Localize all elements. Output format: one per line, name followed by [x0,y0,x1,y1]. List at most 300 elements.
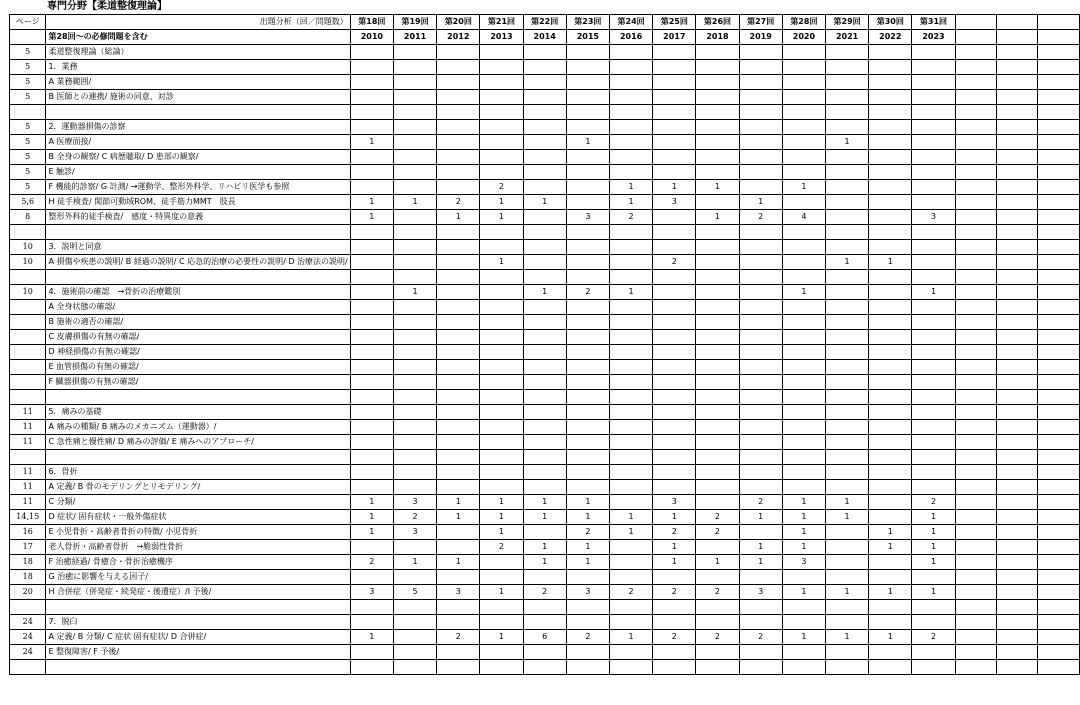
header-blank-cell [10,30,46,45]
count-cell [393,450,436,465]
count-cell [350,375,393,390]
count-cell: 2 [609,210,652,225]
count-cell [523,390,566,405]
count-cell [739,660,782,675]
count-cell [739,60,782,75]
count-cell [997,600,1038,615]
count-cell: 4 [782,210,825,225]
count-cell: 1 [696,180,739,195]
topic-cell: C 皮膚損傷の有無の確認/ [46,330,350,345]
page-cell [10,270,46,285]
count-cell [912,435,955,450]
page-cell [10,390,46,405]
count-cell: 2 [566,525,609,540]
count-cell: 1 [609,510,652,525]
count-cell [696,660,739,675]
count-cell [350,420,393,435]
count-cell [696,645,739,660]
count-cell [653,120,696,135]
count-cell [566,225,609,240]
count-cell [480,240,523,255]
page-column-header: ページ [10,15,46,30]
count-cell: 2 [609,585,652,600]
count-cell [523,105,566,120]
page-cell: 8 [10,210,46,225]
count-cell [782,450,825,465]
count-cell [653,570,696,585]
count-cell [869,225,912,240]
count-cell [523,270,566,285]
count-cell: 1 [480,495,523,510]
count-cell [437,435,480,450]
count-cell [955,150,996,165]
count-cell [1038,525,1080,540]
count-cell [997,570,1038,585]
count-cell [437,300,480,315]
required-questions-note: 第28回～の必修問題を含む [46,30,350,45]
topic-cell: B 医師との連携/ 施術の同意、対診 [46,90,350,105]
page-cell: 18 [10,555,46,570]
count-cell [955,360,996,375]
count-cell [609,240,652,255]
year-header: 2017 [653,30,696,45]
count-cell [1038,285,1080,300]
count-cell [350,225,393,240]
table-row [10,420,1080,435]
topic-cell: H 徒手検査/ 関節可動域ROM、徒手筋力MMT 肢長 [46,195,350,210]
count-cell [609,270,652,285]
count-cell [393,420,436,435]
topic-cell: B 施術の適否の確認/ [46,315,350,330]
count-cell [653,150,696,165]
count-cell [912,225,955,240]
count-cell [480,645,523,660]
count-cell [609,300,652,315]
count-cell: 2 [523,585,566,600]
count-cell [955,315,996,330]
count-cell [997,45,1038,60]
table-row [10,660,1080,675]
count-cell: 3 [912,210,955,225]
count-cell: 1 [782,540,825,555]
count-cell [825,390,868,405]
count-cell [480,330,523,345]
count-cell [739,180,782,195]
count-cell [955,420,996,435]
count-cell [1038,315,1080,330]
count-cell [955,390,996,405]
count-cell [696,150,739,165]
count-cell [609,225,652,240]
round-header: 第27回 [739,15,782,30]
count-cell [350,450,393,465]
count-cell [437,480,480,495]
count-cell [696,120,739,135]
count-cell [696,165,739,180]
count-cell: 1 [480,630,523,645]
topic-cell: G 治癒に影響を与える因子/ [46,570,350,585]
count-cell: 2 [653,585,696,600]
count-cell [955,615,996,630]
count-cell [912,150,955,165]
round-header: 第28回 [782,15,825,30]
count-cell [350,660,393,675]
count-cell [609,570,652,585]
year-header: 2015 [566,30,609,45]
count-cell: 1 [566,510,609,525]
count-cell [653,270,696,285]
count-cell: 2 [393,510,436,525]
count-cell [653,240,696,255]
round-header: 第31回 [912,15,955,30]
count-cell [437,330,480,345]
count-cell [566,360,609,375]
count-cell [566,270,609,285]
count-cell [653,660,696,675]
count-cell: 3 [566,210,609,225]
count-cell: 1 [869,255,912,270]
count-cell [566,345,609,360]
count-cell [696,570,739,585]
count-cell [1038,495,1080,510]
count-cell [955,405,996,420]
year-header: 2013 [480,30,523,45]
count-cell: 1 [825,510,868,525]
count-cell [912,420,955,435]
page-cell [10,300,46,315]
count-cell [739,480,782,495]
round-header: 第30回 [869,15,912,30]
count-cell [869,435,912,450]
count-cell [869,375,912,390]
round-header: 第29回 [825,15,868,30]
count-cell [997,360,1038,375]
count-cell: 1 [480,510,523,525]
count-cell [782,315,825,330]
page-cell: 5 [10,120,46,135]
count-cell [609,375,652,390]
count-cell [955,495,996,510]
count-cell [393,540,436,555]
count-cell [825,45,868,60]
page-cell [10,225,46,240]
count-cell [825,465,868,480]
count-cell [782,645,825,660]
count-cell [782,135,825,150]
count-cell: 2 [739,630,782,645]
count-cell [782,240,825,255]
count-cell [437,570,480,585]
count-cell [566,105,609,120]
count-cell [997,150,1038,165]
count-cell [523,330,566,345]
count-cell [739,525,782,540]
count-cell [609,330,652,345]
count-cell [1038,510,1080,525]
count-cell [912,75,955,90]
count-cell: 1 [739,195,782,210]
count-cell [480,285,523,300]
count-cell [523,420,566,435]
count-cell [566,390,609,405]
count-cell [912,90,955,105]
count-cell [523,570,566,585]
count-cell [350,360,393,375]
round-header: 第18回 [350,15,393,30]
count-cell [997,555,1038,570]
count-cell [653,480,696,495]
count-cell [955,165,996,180]
count-cell [393,180,436,195]
page-cell: 5 [10,150,46,165]
count-cell: 2 [437,630,480,645]
topic-cell: H 合併症（併発症・続発症・後遺症）/I 予後/ [46,585,350,600]
count-cell [437,450,480,465]
count-cell: 1 [523,195,566,210]
count-cell [869,420,912,435]
count-cell [609,660,652,675]
count-cell [869,120,912,135]
count-cell [480,435,523,450]
count-cell [480,405,523,420]
count-cell [350,540,393,555]
table-row [10,600,1080,615]
count-cell: 1 [566,135,609,150]
analysis-header: 出題分析（回／問題数） [46,15,350,30]
count-cell [653,315,696,330]
count-cell: 1 [825,630,868,645]
count-cell [1038,375,1080,390]
count-cell: 1 [782,585,825,600]
count-cell: 1 [912,555,955,570]
topic-cell: A 定義/ B 分類/ C 症状 固有症状/ D 合併症/ [46,630,350,645]
count-cell: 2 [696,510,739,525]
count-cell [997,585,1038,600]
table-row [10,360,1080,375]
count-cell [393,435,436,450]
count-cell: 2 [696,630,739,645]
count-cell: 2 [653,630,696,645]
count-cell [480,135,523,150]
count-cell [393,165,436,180]
page-cell: 11 [10,405,46,420]
table-row [10,75,1080,90]
count-cell [523,240,566,255]
count-cell [523,345,566,360]
count-cell [437,225,480,240]
count-cell [523,405,566,420]
count-cell [609,495,652,510]
count-cell [609,450,652,465]
count-cell [609,615,652,630]
count-cell [393,45,436,60]
count-cell [869,480,912,495]
count-cell [523,660,566,675]
page-cell: 11 [10,435,46,450]
topic-cell: 柔道整復理論（総論） [46,45,350,60]
count-cell [782,375,825,390]
count-cell [869,330,912,345]
count-cell [955,510,996,525]
count-cell [912,300,955,315]
count-cell [393,660,436,675]
count-cell [480,105,523,120]
count-cell [825,165,868,180]
count-cell [609,105,652,120]
count-cell [997,135,1038,150]
count-cell [912,195,955,210]
count-cell [350,180,393,195]
count-cell [609,645,652,660]
count-cell [696,270,739,285]
count-cell [437,45,480,60]
count-cell [350,150,393,165]
count-cell [653,105,696,120]
topic-cell: E 触診/ [46,165,350,180]
count-cell [869,345,912,360]
count-cell [997,195,1038,210]
count-cell [480,390,523,405]
count-cell [437,465,480,480]
count-cell [437,375,480,390]
count-cell [523,60,566,75]
count-cell [523,75,566,90]
count-cell [869,450,912,465]
count-cell [350,300,393,315]
count-cell: 1 [825,255,868,270]
topic-cell: 3．説明と同意 [46,240,350,255]
count-cell [480,420,523,435]
count-cell [696,255,739,270]
count-cell: 1 [912,510,955,525]
count-cell [739,465,782,480]
count-cell [739,420,782,435]
count-cell [955,540,996,555]
count-cell: 1 [523,555,566,570]
count-cell [825,615,868,630]
count-cell [653,600,696,615]
count-cell [350,615,393,630]
count-cell: 3 [350,585,393,600]
count-cell [653,135,696,150]
count-cell [869,270,912,285]
year-header: 2019 [739,30,782,45]
count-cell [437,600,480,615]
count-cell [696,480,739,495]
count-cell [782,75,825,90]
count-cell [825,105,868,120]
count-cell [350,285,393,300]
count-cell: 1 [869,585,912,600]
count-cell: 2 [739,495,782,510]
count-cell [825,540,868,555]
count-cell [393,375,436,390]
count-cell [480,120,523,135]
count-cell [437,360,480,375]
count-cell [912,405,955,420]
count-cell [696,315,739,330]
table-row [10,105,1080,120]
count-cell [912,180,955,195]
count-cell [350,60,393,75]
count-cell [393,135,436,150]
count-cell: 2 [696,585,739,600]
count-cell [609,555,652,570]
count-cell [566,300,609,315]
count-cell [350,480,393,495]
count-cell [480,570,523,585]
count-cell [393,390,436,405]
count-cell [393,255,436,270]
page-cell: 24 [10,615,46,630]
count-cell [566,480,609,495]
count-cell [523,465,566,480]
count-cell [480,300,523,315]
header-row-rounds [10,15,1080,30]
count-cell [782,345,825,360]
count-cell: 1 [609,525,652,540]
count-cell [350,465,393,480]
count-cell [869,60,912,75]
table-row [10,270,1080,285]
count-cell [782,150,825,165]
count-cell: 3 [782,555,825,570]
count-cell [393,360,436,375]
count-cell: 1 [739,555,782,570]
count-cell [869,45,912,60]
count-cell [997,105,1038,120]
count-cell: 1 [825,495,868,510]
count-cell [869,555,912,570]
topic-cell: F 機能的診察/ G 計測/ →運動学、整形外科学、リハビリ医学も参照 [46,180,350,195]
count-cell: 3 [393,495,436,510]
count-cell [782,105,825,120]
count-cell: 3 [393,525,436,540]
page-cell: 5,6 [10,195,46,210]
page-cell [10,330,46,345]
count-cell [696,105,739,120]
count-cell: 1 [609,630,652,645]
count-cell [997,345,1038,360]
count-cell [1038,75,1080,90]
count-cell [825,555,868,570]
count-cell: 1 [609,285,652,300]
count-cell [1038,60,1080,75]
count-cell [912,165,955,180]
count-cell [350,645,393,660]
page-cell: 5 [10,135,46,150]
count-cell [653,225,696,240]
table-row [10,240,1080,255]
topic-cell [46,270,350,285]
count-cell [523,360,566,375]
page-cell [10,660,46,675]
count-cell [869,405,912,420]
count-cell [955,525,996,540]
count-cell: 3 [739,585,782,600]
count-cell [997,435,1038,450]
topic-cell [46,600,350,615]
count-cell [566,570,609,585]
count-cell [1038,225,1080,240]
table-row [10,630,1080,645]
count-cell [825,330,868,345]
round-header: 第24回 [609,15,652,30]
count-cell [825,315,868,330]
count-cell [739,120,782,135]
count-cell [696,420,739,435]
count-cell: 1 [739,540,782,555]
